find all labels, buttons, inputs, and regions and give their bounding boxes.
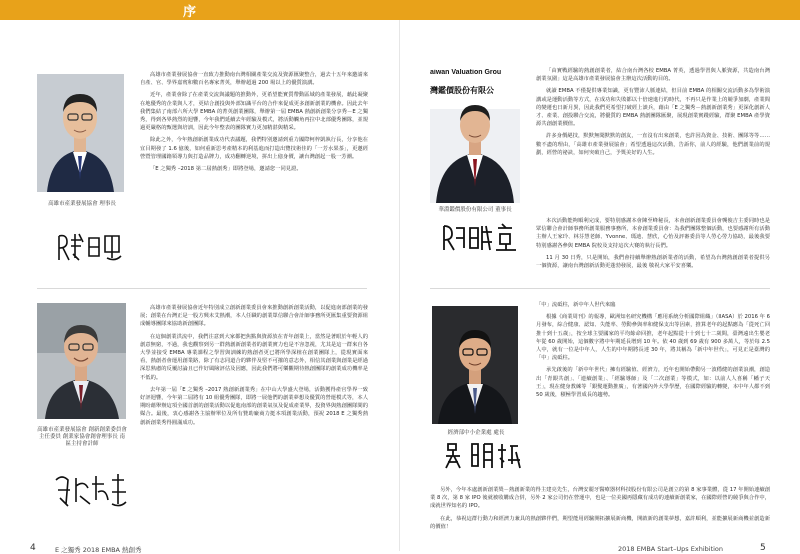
footer-left: E 之獨秀 2018 EMBA 熱創秀 <box>55 546 142 554</box>
section-divider <box>37 288 367 289</box>
portrait-photo-chairman <box>37 74 124 192</box>
signature-image-valuation-chairman <box>440 222 522 252</box>
portrait-photo-sme-director <box>432 306 518 424</box>
paragraph: 在這個創業洪流中，我們注意到大家都把焦點與資源放在青年創業上，當然是著眼於年輕人的創意無窮，不過，我也觀察到另一群熱創新創業者的創業實力也是不容忽視，尤其是這一群來自各大學並接受 EMBA 專業課程之學習與訓練的熱創者更已將所學深植在創業團隊上，從現實面來看，熱創者會運用創業路，除了有志同道合的夥伴及堅不可摧的意志外，相信其創業與創業是經過深思熟慮的反覆討論且已作好風險評估及因應，因此我們將可樂觀期待熱創團隊的創業成功機率是不低的。 <box>140 333 368 381</box>
banner-title: 序 <box>183 5 199 20</box>
preface-text-chairman <box>140 71 368 177</box>
paragraph: 就讀 EMBA 不僅提供專業知識，更有豐沛人脈連結，但目前 EMBA 的相關交流活動多為學術演講或是運動活動等方式，在成功和失敗都以十倍速進行的時代，不再只是作業上的競爭加劇，產業間的變遷也日新月異，因此我們更希望打破經上談兵，藉由「E 之獨秀－熱創新創業秀」更深化創新人才、產業、創投聯合交流，將優質的 EMBA 熱創團隊匯聚，展現創業實踐經驗，群聚 EMBA 產學資源共創創業價值。 <box>536 88 770 128</box>
section-banner <box>0 0 800 20</box>
paragraph: 「E 之獨秀 –2018 第二屆熱創秀」即將登場，邀請您一同見證。 <box>150 166 302 173</box>
paragraph: 11 月 30 日秀，只是開始，我們會持續舉辦熱創新業者的活動，希望為台灣熱創創業者提供另一個資源，讓南台灣創新活動更蓬勃發展，最後 敬祝大家平安喜樂。 <box>536 254 770 270</box>
portrait-photo-valuation-chairman <box>430 63 520 203</box>
company-banner-text: aiwan Valuation Grou <box>430 69 502 76</box>
photo-caption-chairman: 高雄市產業發展協會 理事長 <box>48 201 116 207</box>
paragraph: 承先啟後的「新中年世代」擁有經驗值、經濟力，近年也開始帶動另一波穩健的創業浪潮，創造出「青銀共創」、「連續創業」、「經驗導師」及「二次創業」等模式，如：以前人人喜稱「幡子天王」，現在健身教練等「銀髮運動推廣」，有著國內外大學學歷，在國際經驗的轉變，本中年人都不到 50 歲後，積極學習成長的趨勢。 <box>536 367 770 399</box>
photo-caption-valuation-chairman: 華淵鑑價股份有限公司 董事長 <box>438 207 512 213</box>
section-divider <box>430 288 770 289</box>
paragraph-heading: 「中」流砥柱，新中年人世代來臨 <box>536 302 616 308</box>
paragraph: 在此，恭祝這群行動力和經濟力兼具的熱創夥伴們，期望能用經驗開拓擴展新商機，開啟新的創業夢想，嘉許順利，並能擴展新商機並創造新的價值！ <box>430 515 770 530</box>
paragraph: 去年第一屆「E 之獨秀 –2017 熱創新創業秀」在中山大學盛大登場，活動獲得產官學界一致好評迴響，今年第二屆將有 10 組優秀團隊，即將一展他們的創業夢想及優質的營運模式等，本人期盼藉舉辦這項全國首創的創業活動以促進南部的創業氣氛及促成產業界，投資界與熱創團隊間的媒合。最後，衷心感謝各主協辦單位及所有贊助廠商力挺本項創業活動，預祝 2018 E 之獨秀熱創新創業秀得圓滿成功。 <box>140 386 368 426</box>
preface-text-sme-director-cont <box>430 486 770 535</box>
right-page <box>400 20 800 551</box>
preface-text-valuation-chairman <box>536 67 770 161</box>
paragraph: 許多身價絕技，默默無聞默默的創友，一直沒有出來創業，也許因為資金、技術、團隊等等……數不盡的理由，「高雄市產業發展協會」希望透過這次活動，告訴你，前人的經驗，他們創業前的規劃，經營的祕訣，如何突破自己，予獎美好的人生。 <box>536 133 770 156</box>
paragraph: 除此之外，今年熱創新創業成功代表議題，我們特別邀請到重力國際柯梓凱執行長，分享他在宜目期發了 1.6 億後，如何重新思考產精本的利基進而打造出覽技術佳的「一芳水果茶」，更邀經營暨管理國籍領導力與打造品牌力，成功翻轉逆境，拼出上億身價，讓台灣創起一股一芳潮。 <box>140 137 368 160</box>
preface-text-committee-chair <box>140 304 368 431</box>
signature-image-chairman <box>55 228 125 264</box>
paragraph: 高雄市產業發展協會近年特別成立創新創業委員會來推動創新創業活動，以促進南部創業的發展；創業在台灣正是一股方興未艾熱潮，本人任職的創業眾信聯合會計師事務所更匯集重要資源組成輔導團隊來協助新創團隊。 <box>140 305 368 328</box>
page-number-left: 4 <box>30 543 36 553</box>
paragraph: 本次活動能夠順利完成，要特別感謝本會陳至峰秘長，本會創新創業委員會龔俊吉主委同時也是眾信聯合會計師事務所創業服務事務所，本會創業委員會：為我們團隊整個活動，也要感謝所有活動主辦人王家玲、林芬慧老師、Yvonne、瑪迪、慧欣，心怡及評審委員等人勞心勞力協助，最後我要特別感謝各參與 EMBA 院校及支持這次大賽的執行長們。 <box>536 218 770 249</box>
signature-image-sme-director <box>442 440 524 470</box>
paragraph: 「由實戰經驗的熱創創業者，結合南台灣各校 EMBA 菁英，透過學習與人脈資源，共造南台灣創業氛圍」這是高雄市產業發展協會主辦這次活動的目的。 <box>536 68 770 83</box>
photo-caption-committee-chair: 高雄市產業發展協會 創新創業委員會主任委員 創業家協會創會理事長 南區主持會計師 <box>37 427 127 447</box>
page-number-right: 5 <box>760 543 766 553</box>
paragraph: 近年，產業會除了在產業交流與議題的推動外，更希望能實質帶動區域的產業發展，藉此凝聚在地優秀的企業與人才，更結合創投與外部知識平台的合作來促成更多創新創業的機會。因此去年我們集結了南部六所大學 EMBA 的菁英創業團隊，舉辦第一屆 EMBA 熱創新創業分享秀－E 之獨秀，得到各界熱烈的迴響，今年我們延續去年經驗及模式，將活動觸角再拉中北部優秀團隊，並規過更嚴格的甄選與培訓，因此今年整表的團隊實力更加精湛與精采。 <box>140 92 368 132</box>
paragraph: 高雄市產業發展協會一直致力推動南台灣相關產業交流及資源匯聚整合，過去十五年來邀請來自產、官、學界嘉賓和數百名專家菁英，舉辦超過 200 場以上的優質演講。 <box>140 72 368 87</box>
portrait-photo-committee-chair <box>37 303 126 419</box>
photo-caption-sme-director: 經濟部中小企業處 處長 <box>447 430 505 436</box>
left-page <box>0 20 400 554</box>
company-banner-text-2: 灣鑑價股份有限公 <box>430 86 494 95</box>
signature-image-committee-chair <box>52 470 130 510</box>
footer-right: 2018 EMBA Start–Ups Exhibition <box>618 545 724 553</box>
paragraph: 根據《商業周刊》的報導，歐洲知名研究機構「應用系統分析國際組織」（IIASA）於 2016 年 6 月發布，綜合健康、認知、失能率、勞動參與率和健保支出等因素，推算老年的起點應為「從死亡回推十到十五歲」，按全球主要國家的平均餘命回推，老年起點從十十到七十二歲間，臺灣遠出生嬰老年從 60 歲開始，這個數字將中年期延長增到 10 年。依 40 歲到 69 歲有 900 多萬人，等於每 2.5 人中，就有一位是中年人，人生的中年期將長達 30 年，將其稱為「新中年世代」，可見正是臺灣的「中」流砥柱。 <box>536 314 770 362</box>
paragraph: 另外，今年本處創新創業獎－熱創新業的得主建亮先生，台灣安麗牙醫療器材科技股份有限公司是創立的第 8 家事業體，從 17 年開始連續創業 8 次，第 8 家 IPO 後就被收購成合併，另外 2 家公司仍在營運中，也是一位美國再隱藏有成功的連續新創業家，在國際經營的競爭與合作中，成就世界知名的 IPO。 <box>430 487 770 510</box>
preface-text-valuation-chairman-2 <box>536 217 770 274</box>
preface-text-sme-director <box>536 301 770 403</box>
